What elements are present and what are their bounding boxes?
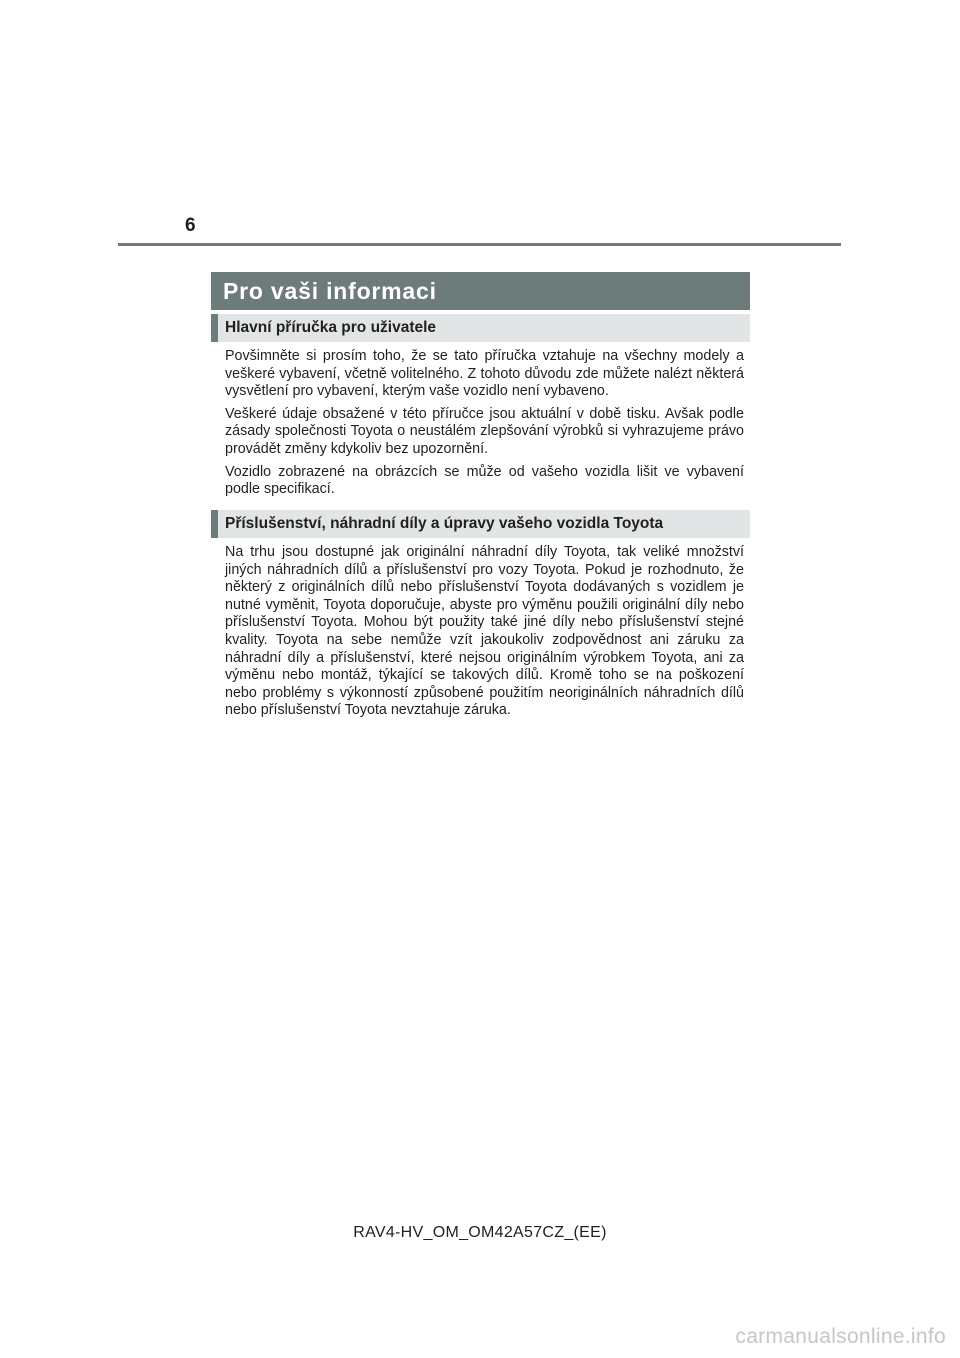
paragraph: Veškeré údaje obsažené v této příručce jsou aktuální v době tisku. Avšak podle zásady společnosti Toyota o neustálém zlepšování výrobků si vyhrazujeme právo provádět změny kdykoliv bez upozornění. xyxy=(225,405,744,457)
user-manual-body xyxy=(225,348,744,504)
paragraph: Na trhu jsou dostupné jak originální náhradní díly Toyota, tak veliké množství jiných náhradních dílů a příslušenství pro vozy Toyota. Pokud je rozhodnuto, že některý z originálních dílů nebo příslušenství Toyota dodávaných s vozidlem je nutné vyměnit, Toyota doporučuje, abyste pro výměnu použili originální díly nebo příslušenství Toyota. Mohou být použity také jiné díly nebo příslušenství stejné kvality. Toyota na sebe nemůže vzít jakoukoliv zodpovědnost ani záruku za náhradní díly a příslušenství, které nejsou originálním výrobkem Toyota, ani za výměnu nebo montáž, týkající se takových dílů. Kromě toho se na poškození nebo problémy s výkonností způsobené použitím neoriginálních náhradních dílů nebo příslušenství Toyota nevztahuje záruka. xyxy=(225,544,744,719)
page-number: 6 xyxy=(185,215,196,236)
watermark[interactable]: carmanualsonline.info xyxy=(735,1325,946,1348)
header-rule xyxy=(118,243,841,246)
section-title: Pro vaši informaci xyxy=(211,272,750,310)
subheading-accessories: Příslušenství, náhradní díly a úpravy vašeho vozidla Toyota xyxy=(211,510,750,538)
paragraph: Vozidlo zobrazené na obrázcích se může od vašeho vozidla lišit ve vybavení podle specifikací. xyxy=(225,463,744,498)
subheading-user-manual: Hlavní příručka pro uživatele xyxy=(211,314,750,342)
accessories-body xyxy=(225,544,744,725)
paragraph: Povšimněte si prosím toho, že se tato příručka vztahuje na všechny modely a veškeré vybavení, včetně volitelného. Z tohoto důvodu zde můžete nalézt některá vysvětlení pro vybavení, kterým vaše vozidlo není vybaveno. xyxy=(225,348,744,400)
footer-code: RAV4-HV_OM_OM42A57CZ_(EE) xyxy=(353,1224,607,1241)
